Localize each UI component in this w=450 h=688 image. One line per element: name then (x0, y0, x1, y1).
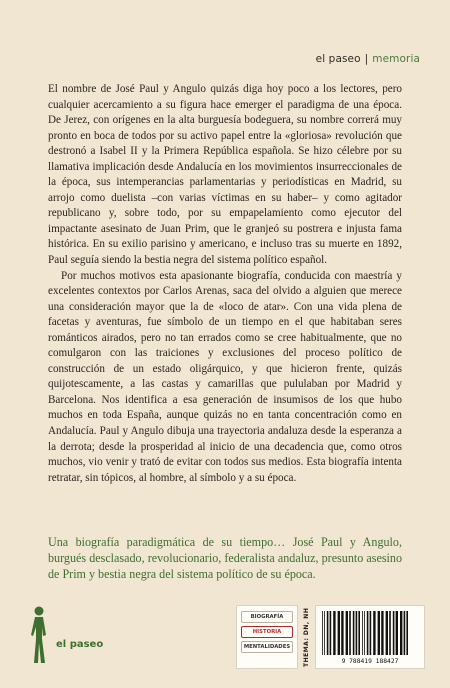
category-mentalidades: MENTALIDADES (241, 641, 293, 653)
synopsis-paragraph-2: Por muchos motivos esta apasionante biografía, conducida con maestría y excelentes contextos por Carlos Arenas, saca del olvido a alguien que merece una consideración mayor que la de «loco de atar». Con una vida plena de facetas y aventuras, fue símbolo de un tiempo en el que habitaban seres románticos airados, pero no tan errados como se cree habitualmente, que no comulgaron con las traiciones y exclusiones del proceso político de construcción de un estado oligárquico, y que hicieron frente, quizás quijotescamente, a las castas y camarillas que pululaban por Madrid y Barcelona. Nos identifica a esa generación de insumisos de los que hubo muchos en toda España, aunque quizás no en tanta concentración como en Andalucía. Paul y Angulo dibuja una trayectoria andaluza desde la esperanza a la derrota; desde la prosperidad al inicio de una decadencia que, como otros muchos, vio venir y trató de evitar con todos sus medios. Esta biografía intenta retratar, sin tópicos, al hombre, al símbolo y a su época. (48, 269, 402, 484)
barcode-bar (396, 611, 398, 655)
barcode-bar (381, 611, 383, 655)
barcode-bar (393, 611, 395, 655)
barcode-bar (341, 611, 343, 655)
barcode-bar (364, 611, 365, 655)
barcode-bar (389, 611, 391, 655)
barcode-bar (362, 611, 363, 655)
thema-code: THEMA: DN, NH (303, 607, 310, 667)
barcode-bar (367, 611, 369, 655)
barcode-bar (378, 611, 380, 655)
barcode-bar (406, 611, 408, 655)
walking-man-icon (30, 605, 50, 665)
barcode-bar (349, 611, 351, 655)
series-publisher: el paseo (315, 53, 361, 65)
barcode-bar (370, 611, 372, 655)
synopsis-paragraph-1: El nombre de José Paul y Angulo quizás diga hoy poco a los lectores, pero cualquier acercamiento a su figura hace emerger el paradigma de una época. De Jerez, con orígenes en la alta burguesía bodeguera, su nombre correrá muy pronto en boca de todos por su activo papel entre la «gloriosa» revolución que destronó a Isabel II y la Primera República española. Se hizo célebre por su llamativa implicación desde Andalucía en los movimientos insurreccionales de la época, sus intemperancias parlamentarias y periodísticas en Madrid, su arrojo como duelista –con varias víctimas en su haber– y como agitador republicano y, sobre todo, por su empapelamiento como ejecutor del impactante asesinato de Juan Prim, que le granjeó su postrera e injusta fama histórica. En su exilio parisino y americano, e incluso tras su muerte en 1892, Paul seguía siendo la bestia negra del sistema político español. (48, 83, 402, 267)
barcode-bar (386, 611, 388, 655)
synopsis-text (48, 82, 402, 486)
isbn-number: 9 788419 188427 (341, 658, 399, 665)
category-biografia: BIOGRAFÍA (241, 611, 293, 623)
category-box (236, 605, 298, 669)
barcode-bars (320, 611, 420, 655)
barcode-bar (324, 611, 325, 655)
tagline: Una biografía paradigmática de su tiempo… José Paul y Angulo, burgués desclasado, revolucionario, federalista andaluz, presunto asesino de Prim y bestia negra del sistema político de su época. (48, 535, 402, 581)
barcode-bar (327, 611, 329, 655)
category-historia: HISTORIA (241, 626, 293, 638)
barcode-bar (373, 611, 375, 655)
barcode-bar (404, 611, 406, 655)
barcode-bar (346, 611, 348, 655)
isbn-barcode (315, 605, 425, 669)
publisher-label: el paseo (56, 639, 104, 650)
barcode-bar (358, 611, 360, 655)
publisher-logo (30, 605, 103, 665)
barcode-bar (353, 611, 355, 655)
barcode-bar (330, 611, 332, 655)
back-cover-codes (236, 605, 425, 669)
series-collection: memoria (372, 53, 420, 65)
barcode-bar (322, 611, 323, 655)
series-separator: | (364, 53, 369, 65)
barcode-bar (333, 611, 335, 655)
barcode-bar (338, 611, 340, 655)
barcode-bar (400, 611, 402, 655)
barcode-bar (356, 611, 358, 655)
series-header (316, 53, 420, 65)
